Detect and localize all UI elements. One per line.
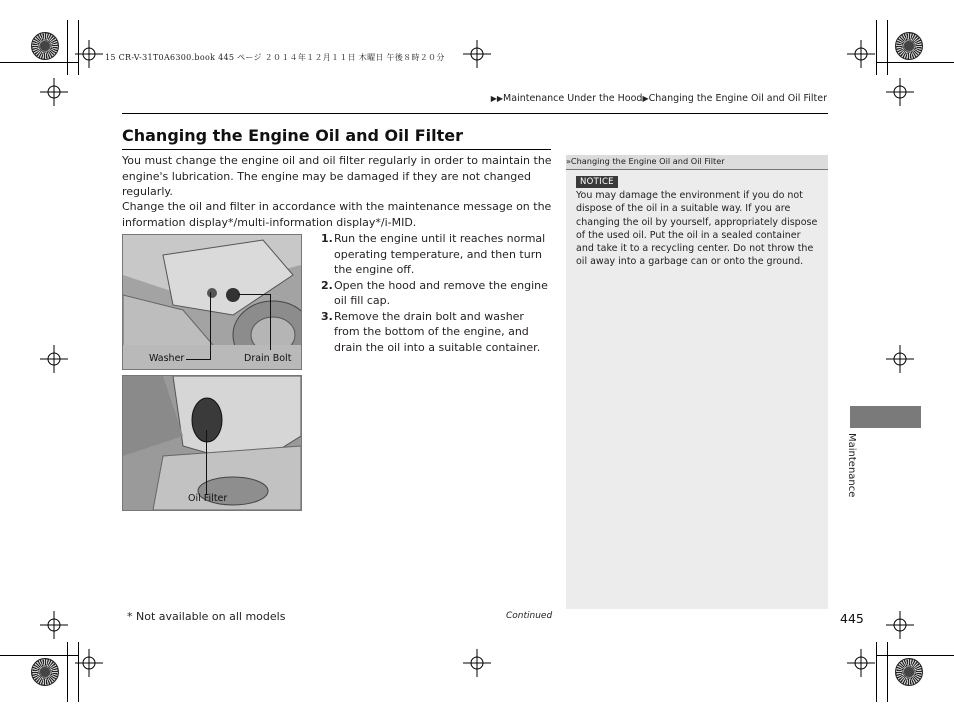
list-item bbox=[321, 309, 553, 356]
registration-target-icon bbox=[40, 345, 68, 373]
washer-leader-line bbox=[210, 292, 211, 359]
breadcrumb-current: Changing the Engine Oil and Oil Filter bbox=[648, 93, 827, 104]
washer-leader-line bbox=[186, 359, 211, 360]
intro-paragraph: You must change the engine oil and oil filter regularly in order to maintain the engine's lubrication. The engine may be damaged if they are not changed regularly. bbox=[122, 154, 552, 198]
notice-badge: NOTICE bbox=[576, 176, 618, 188]
reference-arrow-icon: » bbox=[566, 156, 571, 166]
drain-bolt-leader-line bbox=[270, 294, 271, 350]
registration-target-icon bbox=[463, 649, 491, 677]
oil-filter-leader-line bbox=[206, 430, 207, 495]
breadcrumb-section-link[interactable]: Maintenance Under the Hood bbox=[503, 93, 643, 104]
color-bar-sunburst-icon bbox=[31, 32, 59, 60]
drain-bolt-label: Drain Bolt bbox=[244, 353, 292, 364]
registration-target-icon bbox=[886, 345, 914, 373]
continued-label: Continued bbox=[506, 611, 553, 621]
list-item bbox=[321, 231, 553, 278]
page-number: 445 bbox=[840, 611, 864, 626]
notice-text: You may damage the environment if you do not dispose of the oil in a suitable way. If you are changing the oil by yourself, appropriately dispose of the used oil. Put the oil in a sealed container and take it to a recycling center. Do not throw the oil away into a garbage can or onto the ground. bbox=[576, 190, 818, 268]
oil-filter-label: Oil Filter bbox=[188, 493, 228, 504]
step-text: Remove the drain bolt and washer from the bottom of the engine, and drain the oil into a suitable container. bbox=[334, 309, 541, 354]
drain-bolt-photo bbox=[122, 234, 302, 370]
page-title: Changing the Engine Oil and Oil Filter bbox=[122, 126, 463, 145]
step-number: 3. bbox=[321, 309, 333, 323]
registration-target-icon bbox=[463, 40, 491, 68]
step-number: 1. bbox=[321, 232, 333, 245]
oil-filter-illustration bbox=[123, 376, 301, 510]
breadcrumb-separator-icon: ▶ bbox=[642, 94, 649, 103]
footnote: * Not available on all models bbox=[127, 610, 286, 623]
print-header-file-info: 15 CR-V-31T0A6300.book 445 ページ ２０１４年１２月１１日 木曜日 午後８時２０分 bbox=[105, 53, 445, 62]
step-text: Open the hood and remove the engine oil fill cap. bbox=[334, 278, 548, 307]
registration-target-icon bbox=[886, 611, 914, 639]
engine-underside-illustration bbox=[123, 235, 301, 369]
registration-target-icon bbox=[75, 40, 103, 68]
list-item bbox=[321, 278, 553, 309]
breadcrumb bbox=[491, 93, 827, 104]
sidebar-note-title-text: Changing the Engine Oil and Oil Filter bbox=[570, 156, 725, 166]
change-paragraph: Change the oil and filter in accordance with the maintenance message on the information display*/multi-information display*/i-MID. bbox=[122, 200, 552, 229]
registration-target-icon bbox=[847, 649, 875, 677]
header-rule bbox=[122, 113, 828, 114]
color-bar-sunburst-icon bbox=[895, 658, 923, 686]
color-bar-sunburst-icon bbox=[31, 658, 59, 686]
title-rule bbox=[122, 149, 551, 150]
sidebar-note-title[interactable] bbox=[566, 156, 725, 166]
drain-bolt-leader-line bbox=[238, 294, 270, 295]
registration-target-icon bbox=[75, 649, 103, 677]
step-text: Run the engine until it reaches normal operating temperature, and then turn the engine off. bbox=[334, 232, 546, 276]
color-bar-sunburst-icon bbox=[895, 32, 923, 60]
step-number: 2. bbox=[321, 278, 333, 292]
registration-target-icon bbox=[847, 40, 875, 68]
procedure-steps bbox=[321, 231, 553, 355]
section-tab[interactable] bbox=[850, 406, 921, 428]
registration-target-icon bbox=[40, 78, 68, 106]
registration-target-icon bbox=[886, 78, 914, 106]
oil-filter-photo bbox=[122, 375, 302, 511]
breadcrumb-arrows-icon: ▶▶ bbox=[490, 94, 504, 103]
washer-label: Washer bbox=[149, 353, 185, 364]
section-tab-label: Maintenance bbox=[846, 433, 857, 498]
registration-target-icon bbox=[40, 611, 68, 639]
